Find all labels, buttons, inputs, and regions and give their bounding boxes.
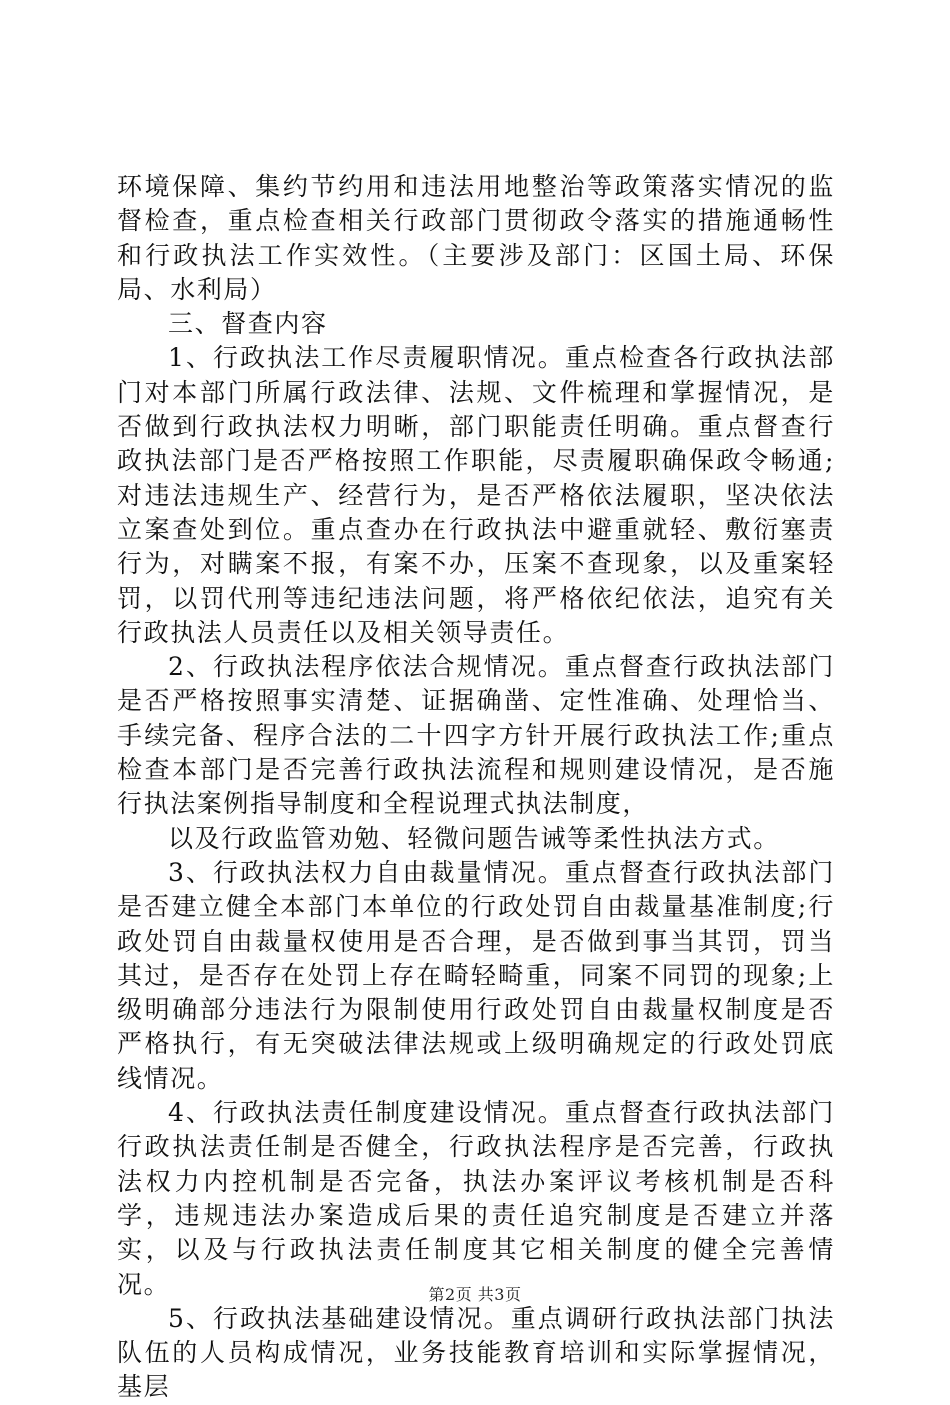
paragraph-item-2-continuation: 以及行政监管劝勉、轻微问题告诫等柔性执法方式。: [168, 823, 780, 853]
paragraph-item-4: 4、行政执法责任制度建设情况。重点督查行政执法部门行政执法责任制是否健全，行政执法程序是否完善，行政执法权力内控机制是否完备，执法办案评议考核机制是否科学，违规违法办案造成后果的责任追究制度是否建立并落实，以及与行政执法责任制度其它相关制度的健全完善情况。: [117, 1098, 835, 1299]
document-body: [117, 170, 835, 1405]
paragraph-continuation: 环境保障、集约节约用和违法用地整治等政策落实情况的监督检查，重点检查相关行政部门贯彻政令落实的措施通畅性和行政执法工作实效性。（主要涉及部门：区国土局、环保局、水利局）: [117, 172, 835, 304]
paragraph-item-5: 5、行政执法基础建设情况。重点调研行政执法部门执法队伍的人员构成情况，业务技能教育培训和实际掌握情况，基层: [117, 1303, 835, 1402]
paragraph-item-1: 1、行政执法工作尽责履职情况。重点检查各行政执法部门对本部门所属行政法律、法规、文件梳理和掌握情况，是否做到行政执法权力明晰，部门职能责任明确。重点督查行政执法部门是否严格按照工作职能，尽责履职确保政令畅通;对违法违规生产、经营行为，是否严格依法履职，坚决依法立案查处到位。重点查办在行政执法中避重就轻、敷衍塞责行为，对瞒案不报，有案不办，压案不查现象，以及重案轻罚，以罚代刑等违纪违法问题，将严格依纪依法，追究有关行政执法人员责任以及相关领导责任。: [117, 343, 835, 647]
page-footer: 第2页 共3页: [428, 1285, 522, 1304]
section-heading-inspection-content: 三、督查内容: [168, 309, 328, 339]
paragraph-item-3: 3、行政执法权力自由裁量情况。重点督查行政执法部门是否建立健全本部门本单位的行政处罚自由裁量基准制度;行政处罚自由裁量权使用是否合理，是否做到事当其罚，罚当其过，是否存在处罚上存在畸轻畸重，同案不同罚的现象;上级明确部分违法行为限制使用行政处罚自由裁量权制度是否严格执行，有无突破法律法规或上级明确规定的行政处罚底线情况。: [117, 857, 835, 1093]
paragraph-item-2: 2、行政执法程序依法合规情况。重点督查行政执法部门是否严格按照事实清楚、证据确凿、定性准确、处理恰当、手续完备、程序合法的二十四字方针开展行政执法工作;重点检查本部门是否完善行政执法流程和规则建设情况，是否施行执法案例指导制度和全程说理式执法制度，: [117, 652, 835, 819]
